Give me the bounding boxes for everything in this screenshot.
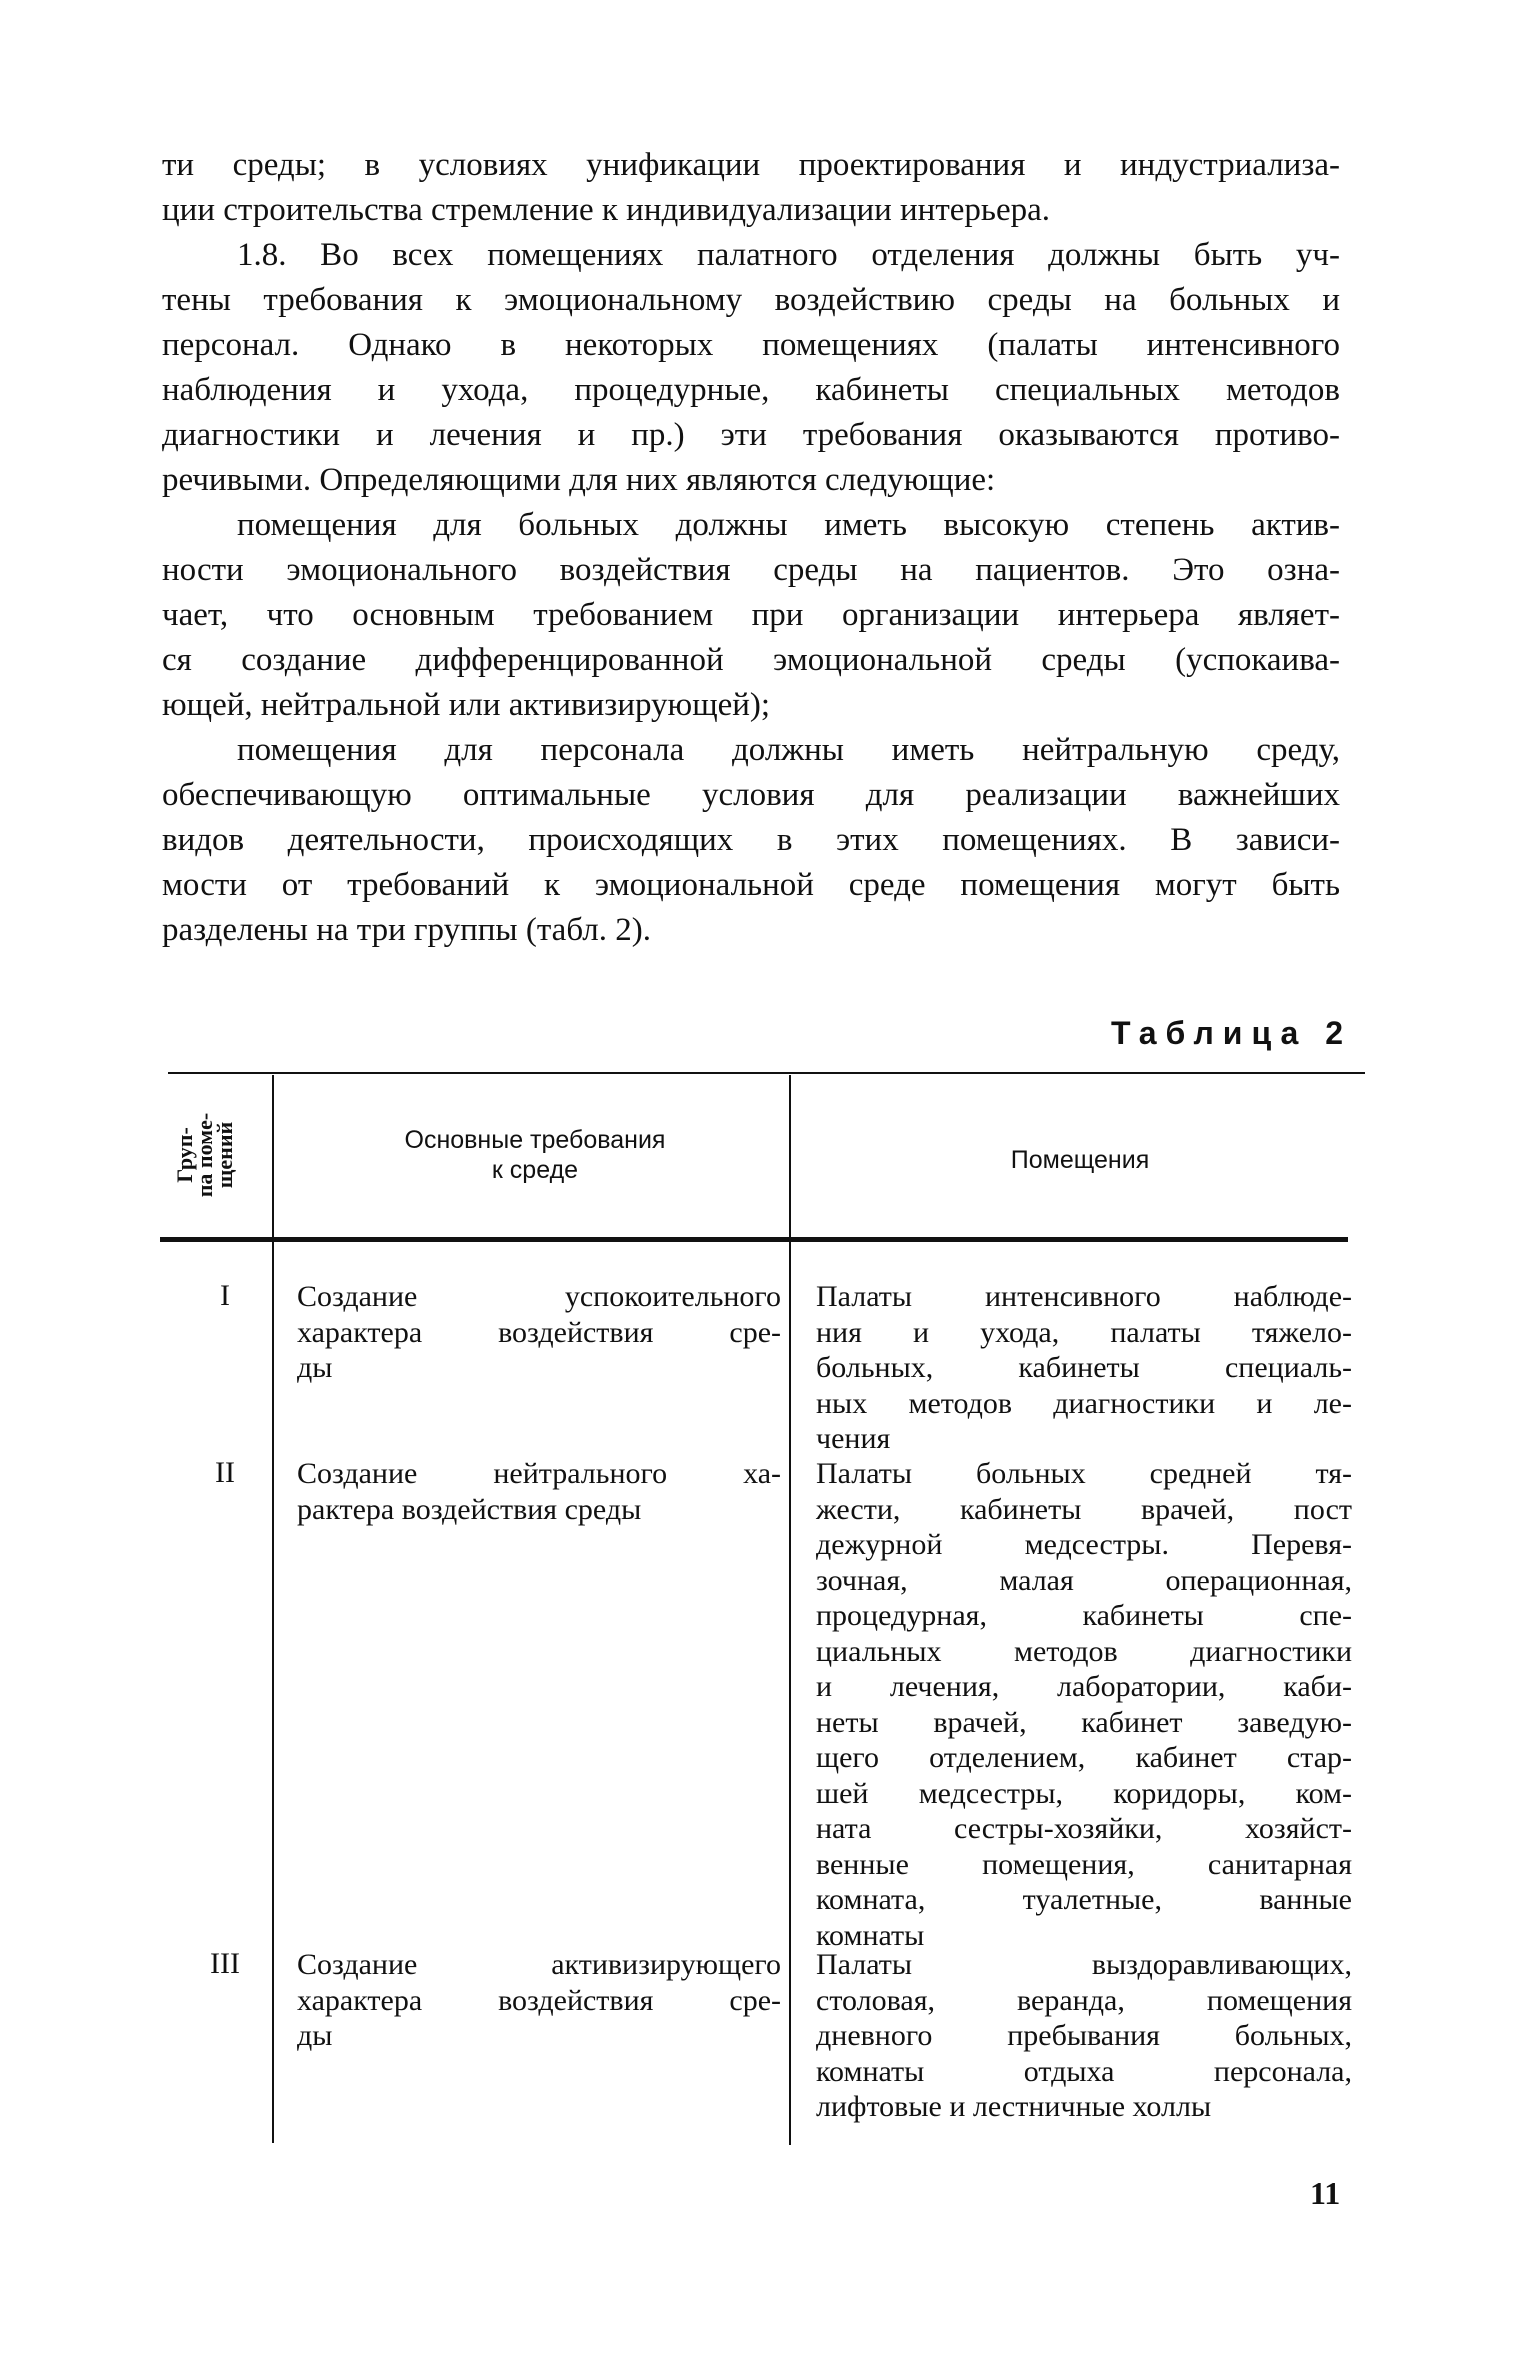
paragraph-line: ющей, нейтральной или активизирующей); bbox=[162, 687, 771, 723]
paragraph-line: помещения для персонала должны иметь нейтральную среду, bbox=[237, 732, 1340, 768]
rooms-line: комнаты отдыха персонала, bbox=[816, 2054, 1352, 2088]
table-header-rule bbox=[160, 1237, 1348, 1242]
group-number: II bbox=[215, 1456, 235, 1489]
paragraph-line: чает, что основным требованием при организации интерьера являет- bbox=[162, 597, 1340, 633]
table-column-divider bbox=[789, 1075, 791, 2145]
rooms-line: Палаты выздоравливающих, bbox=[816, 1948, 1352, 1981]
table-top-rule bbox=[168, 1072, 1365, 1074]
paragraph-line: видов деятельности, происходящих в этих помещениях. В зависи- bbox=[162, 822, 1340, 858]
rooms-line: дежурной медсестры. Перевя- bbox=[816, 1528, 1352, 1561]
header-group-line: Груп- bbox=[172, 1127, 197, 1183]
header-requirements-line: Основные требования bbox=[404, 1126, 666, 1154]
rooms-line: ната сестры-хозяйки, хозяйст- bbox=[816, 1812, 1352, 1845]
header-rooms: Помещения bbox=[1010, 1146, 1150, 1174]
group-number: I bbox=[220, 1279, 230, 1312]
requirements-line: характера воздействия сре- bbox=[297, 1315, 781, 1349]
group-number: III bbox=[210, 1947, 240, 1980]
header-group-line: па поме- bbox=[192, 1112, 217, 1198]
requirements-line: ды bbox=[297, 2019, 333, 2052]
header-requirements-line: к среде bbox=[491, 1156, 579, 1184]
rooms-line: и лечения, лаборатории, каби- bbox=[816, 1670, 1352, 1703]
paragraph-line: разделены на три группы (табл. 2). bbox=[162, 912, 651, 948]
paragraph-line: ности эмоционального воздействия среды на пациентов. Это озна- bbox=[162, 552, 1340, 588]
rooms-line: ных методов диагностики и ле- bbox=[816, 1386, 1352, 1420]
paragraph-line: помещения для больных должны иметь высокую степень актив- bbox=[237, 507, 1340, 543]
rooms-line: комнаты bbox=[816, 1918, 925, 1952]
requirements-line: рактера воздействия среды bbox=[297, 1492, 642, 1526]
header-requirements bbox=[290, 1125, 780, 1185]
requirements-line: Создание нейтрального ха- bbox=[297, 1457, 781, 1490]
paragraph-line: наблюдения и ухода, процедурные, кабинеты специальных методов bbox=[162, 372, 1340, 408]
rooms-line: циальных методов диагностики bbox=[816, 1634, 1352, 1668]
rooms-line: венные помещения, санитарная bbox=[816, 1847, 1352, 1881]
page-number: 11 bbox=[1310, 2175, 1341, 2211]
rooms-line: комната, туалетные, ванные bbox=[816, 1883, 1352, 1916]
rooms-line: щего отделением, кабинет стар- bbox=[816, 1741, 1352, 1774]
requirements-line: характера воздействия сре- bbox=[297, 1983, 781, 2017]
paragraph-line: обеспечивающую оптимальные условия для реализации важнейших bbox=[162, 777, 1340, 813]
rooms-line: ния и ухода, палаты тяжело- bbox=[816, 1315, 1352, 1349]
rooms-line: жести, кабинеты врачей, пост bbox=[816, 1492, 1352, 1526]
paragraph-line: речивыми. Определяющими для них являются следующие: bbox=[162, 462, 996, 498]
paragraph-line: мости от требований к эмоциональной среде помещения могут быть bbox=[162, 867, 1340, 903]
paragraph-line: 1.8. Во всех помещениях палатного отделения должны быть уч- bbox=[237, 237, 1340, 273]
rooms-line: Палаты интенсивного наблюде- bbox=[816, 1280, 1352, 1313]
paragraph-line: персонал. Однако в некоторых помещениях (палаты интенсивного bbox=[162, 327, 1340, 363]
rooms-line: зочная, малая операционная, bbox=[816, 1563, 1352, 1597]
table-column-divider bbox=[272, 1075, 274, 2143]
rooms-line: больных, кабинеты специаль- bbox=[816, 1351, 1352, 1384]
requirements-line: Создание активизирующего bbox=[297, 1948, 781, 1981]
rooms-line: неты врачей, кабинет заведую- bbox=[816, 1705, 1352, 1739]
requirements-line: Создание успокоительного bbox=[297, 1280, 781, 1313]
rooms-line: дневного пребывания больных, bbox=[816, 2019, 1352, 2052]
header-group bbox=[172, 1100, 237, 1210]
rooms-line: процедурная, кабинеты спе- bbox=[816, 1599, 1352, 1632]
rooms-line: столовая, веранда, помещения bbox=[816, 1983, 1352, 2017]
paragraph-line: ся создание дифференцированной эмоциональной среды (успокаива- bbox=[162, 642, 1340, 678]
rooms-line: Палаты больных средней тя- bbox=[816, 1457, 1352, 1490]
table-title: Таблица 2 bbox=[1110, 1015, 1352, 1051]
header-group-line: щений bbox=[212, 1121, 237, 1189]
paragraph-line: ти среды; в условиях унификации проектирования и индустриализа- bbox=[162, 147, 1340, 183]
rooms-line: чения bbox=[816, 1422, 891, 1455]
paragraph-line: тены требования к эмоциональному воздействию среды на больных и bbox=[162, 282, 1340, 318]
requirements-line: ды bbox=[297, 1351, 333, 1384]
paragraph-line: ции строительства стремление к индивидуализации интерьера. bbox=[162, 192, 1051, 228]
paragraph-line: диагностики и лечения и пр.) эти требования оказываются противо- bbox=[162, 417, 1340, 453]
rooms-line: шей медсестры, коридоры, ком- bbox=[816, 1776, 1352, 1810]
rooms-line: лифтовые и лестничные холлы bbox=[816, 2090, 1212, 2123]
